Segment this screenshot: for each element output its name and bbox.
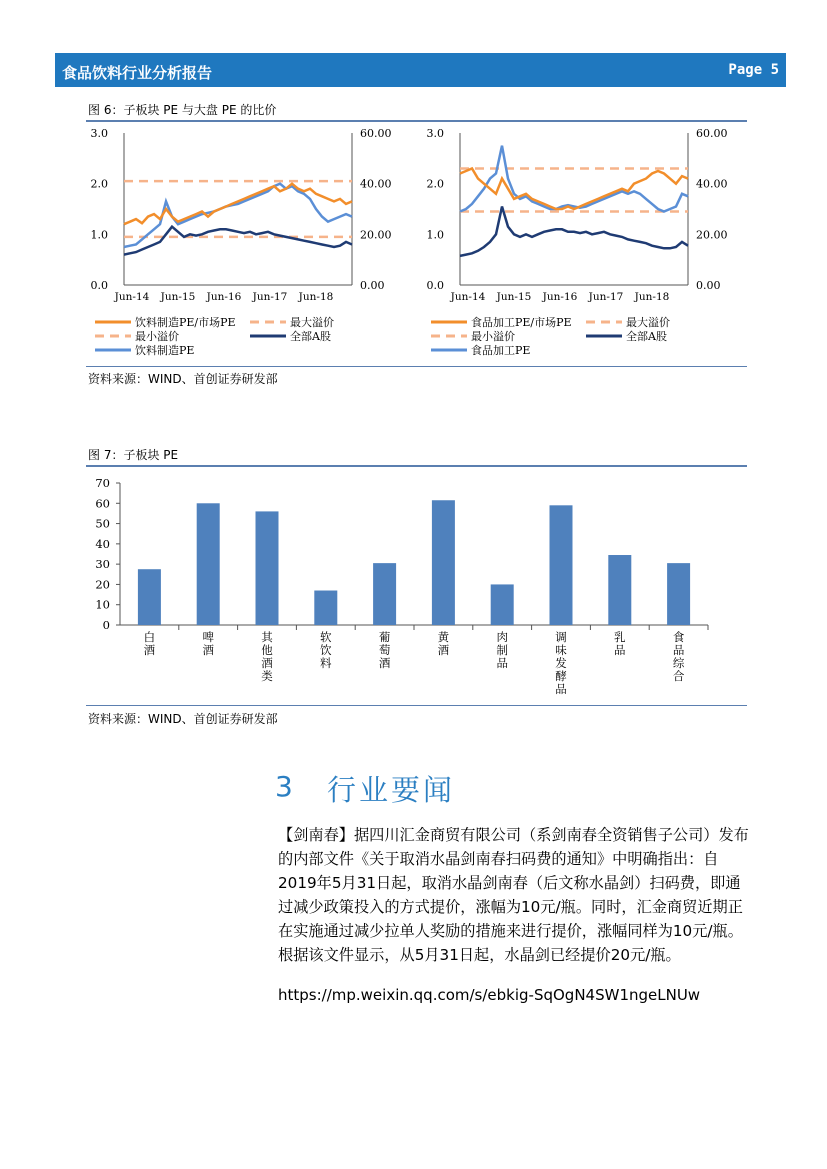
x-tick-label: Jun-15 [496, 291, 532, 303]
left-tick-label: 1.0 [90, 228, 108, 242]
report-title: 食品饮料行业分析报告 [62, 64, 213, 82]
bar [256, 511, 279, 625]
category-label: 软饮料 [320, 630, 332, 670]
left-tick-label: 0.0 [90, 279, 108, 292]
news-link[interactable]: https://mp.weixin.qq.com/s/ebkig-SqOgN4SW1ngeLNUw [278, 986, 701, 1004]
legend-label: 最小溢价 [471, 330, 515, 343]
page-number: Page 5 [728, 62, 779, 78]
x-tick-label: Jun-16 [206, 291, 242, 303]
x-tick-label: Jun-16 [542, 291, 578, 303]
right-tick-label: 40.00 [360, 177, 392, 191]
figure6-top-rule [86, 120, 747, 122]
category-label: 其他酒类 [261, 630, 273, 683]
bar [373, 563, 396, 625]
left-tick-label: 0.0 [426, 279, 444, 292]
y-tick-label: 50 [95, 516, 110, 531]
x-tick-label: Jun-14 [114, 291, 150, 303]
y-tick-label: 20 [95, 577, 110, 592]
right-tick-label: 0.00 [360, 279, 385, 292]
figure6-source: 资料来源：WIND、首创证券研发部 [88, 372, 278, 386]
news-body: 据四川汇金商贸有限公司（系剑南春全资销售子公司）发布的内部文件《关于取消水晶剑南春扫码费的通知》中明确指出：自2019年5月31日起，取消水晶剑南春（后文称水晶剑）扫码费，即通过减少政策投入的方式提价，涨幅为10元/瓶。同时，汇金商贸近期正在实施通过减少拉单人奖励的措施来进行提价，涨幅同样为10元/瓶。根据该文件显示，从5月31日起，水晶剑已经提价20元/瓶。 [278, 826, 749, 964]
category-label: 调味发酵品 [555, 630, 567, 696]
bar [667, 563, 690, 625]
right-tick-label: 0.00 [696, 279, 721, 292]
legend-label: 全部A股 [290, 330, 331, 343]
sector-pe-line [460, 146, 688, 212]
left-tick-label: 2.0 [426, 177, 444, 191]
figure6-charts [80, 124, 760, 369]
category-label: 乳品 [614, 630, 626, 657]
bar [491, 584, 514, 625]
y-tick-label: 0 [102, 618, 110, 632]
figure6-title: 图 6：子板块 PE 与大盘 PE 的比价 [88, 103, 277, 117]
category-label: 白酒 [143, 630, 156, 657]
figure6-bottom-rule [86, 366, 747, 367]
x-tick-label: Jun-17 [252, 291, 288, 303]
x-tick-label: Jun-18 [298, 291, 334, 303]
x-tick-label: Jun-14 [450, 291, 486, 303]
legend-label: 最大溢价 [290, 316, 334, 329]
left-tick-label: 1.0 [426, 228, 444, 242]
figure7-title: 图 7：子板块 PE [88, 448, 179, 462]
y-tick-label: 30 [95, 557, 110, 572]
bar [432, 500, 455, 625]
figure7-top-rule [86, 465, 747, 467]
right-tick-label: 60.00 [696, 127, 728, 140]
category-label: 葡萄酒 [378, 630, 391, 670]
right-tick-label: 20.00 [696, 228, 728, 242]
figure7-bottom-rule [86, 705, 747, 706]
legend-label: 饮料制造PE [135, 344, 195, 357]
left-tick-label: 3.0 [426, 127, 444, 140]
left-tick-label: 2.0 [90, 177, 108, 191]
y-tick-label: 40 [95, 536, 110, 551]
category-label: 黄酒 [437, 630, 450, 657]
section-title: 行业要闻 [327, 773, 456, 807]
report-header [55, 53, 786, 87]
figure7-source: 资料来源：WIND、首创证券研发部 [88, 712, 278, 726]
x-tick-label: Jun-17 [588, 291, 624, 303]
legend-label: 最大溢价 [626, 316, 670, 329]
x-tick-label: Jun-18 [634, 291, 670, 303]
category-label: 食品综合 [672, 630, 685, 683]
legend-label: 最小溢价 [135, 330, 179, 343]
all-a-share-pe-line [124, 227, 352, 255]
bar [138, 569, 161, 625]
x-tick-label: Jun-15 [160, 291, 196, 303]
bar [197, 503, 220, 625]
y-tick-label: 60 [95, 496, 110, 511]
y-tick-label: 10 [95, 597, 110, 612]
all-a-share-pe-line [460, 207, 688, 256]
right-tick-label: 20.00 [360, 228, 392, 242]
bar [608, 555, 631, 625]
bar [550, 505, 573, 625]
legend-label: 食品加工PE/市场PE [471, 316, 572, 329]
right-tick-label: 40.00 [696, 177, 728, 191]
category-label: 啤酒 [202, 630, 214, 657]
left-tick-label: 3.0 [90, 127, 108, 140]
category-label: 肉制品 [496, 630, 508, 670]
section-number: 3 [275, 770, 293, 803]
news-tag: 【剑南春】 [278, 826, 354, 844]
figure7-bar-chart [80, 470, 750, 705]
legend-label: 全部A股 [626, 330, 667, 343]
bar [314, 591, 337, 625]
legend-label: 食品加工PE [471, 344, 531, 357]
y-tick-label: 70 [95, 476, 110, 490]
news-paragraph [278, 823, 752, 967]
right-tick-label: 60.00 [360, 127, 392, 140]
legend-label: 饮料制造PE/市场PE [135, 316, 236, 329]
